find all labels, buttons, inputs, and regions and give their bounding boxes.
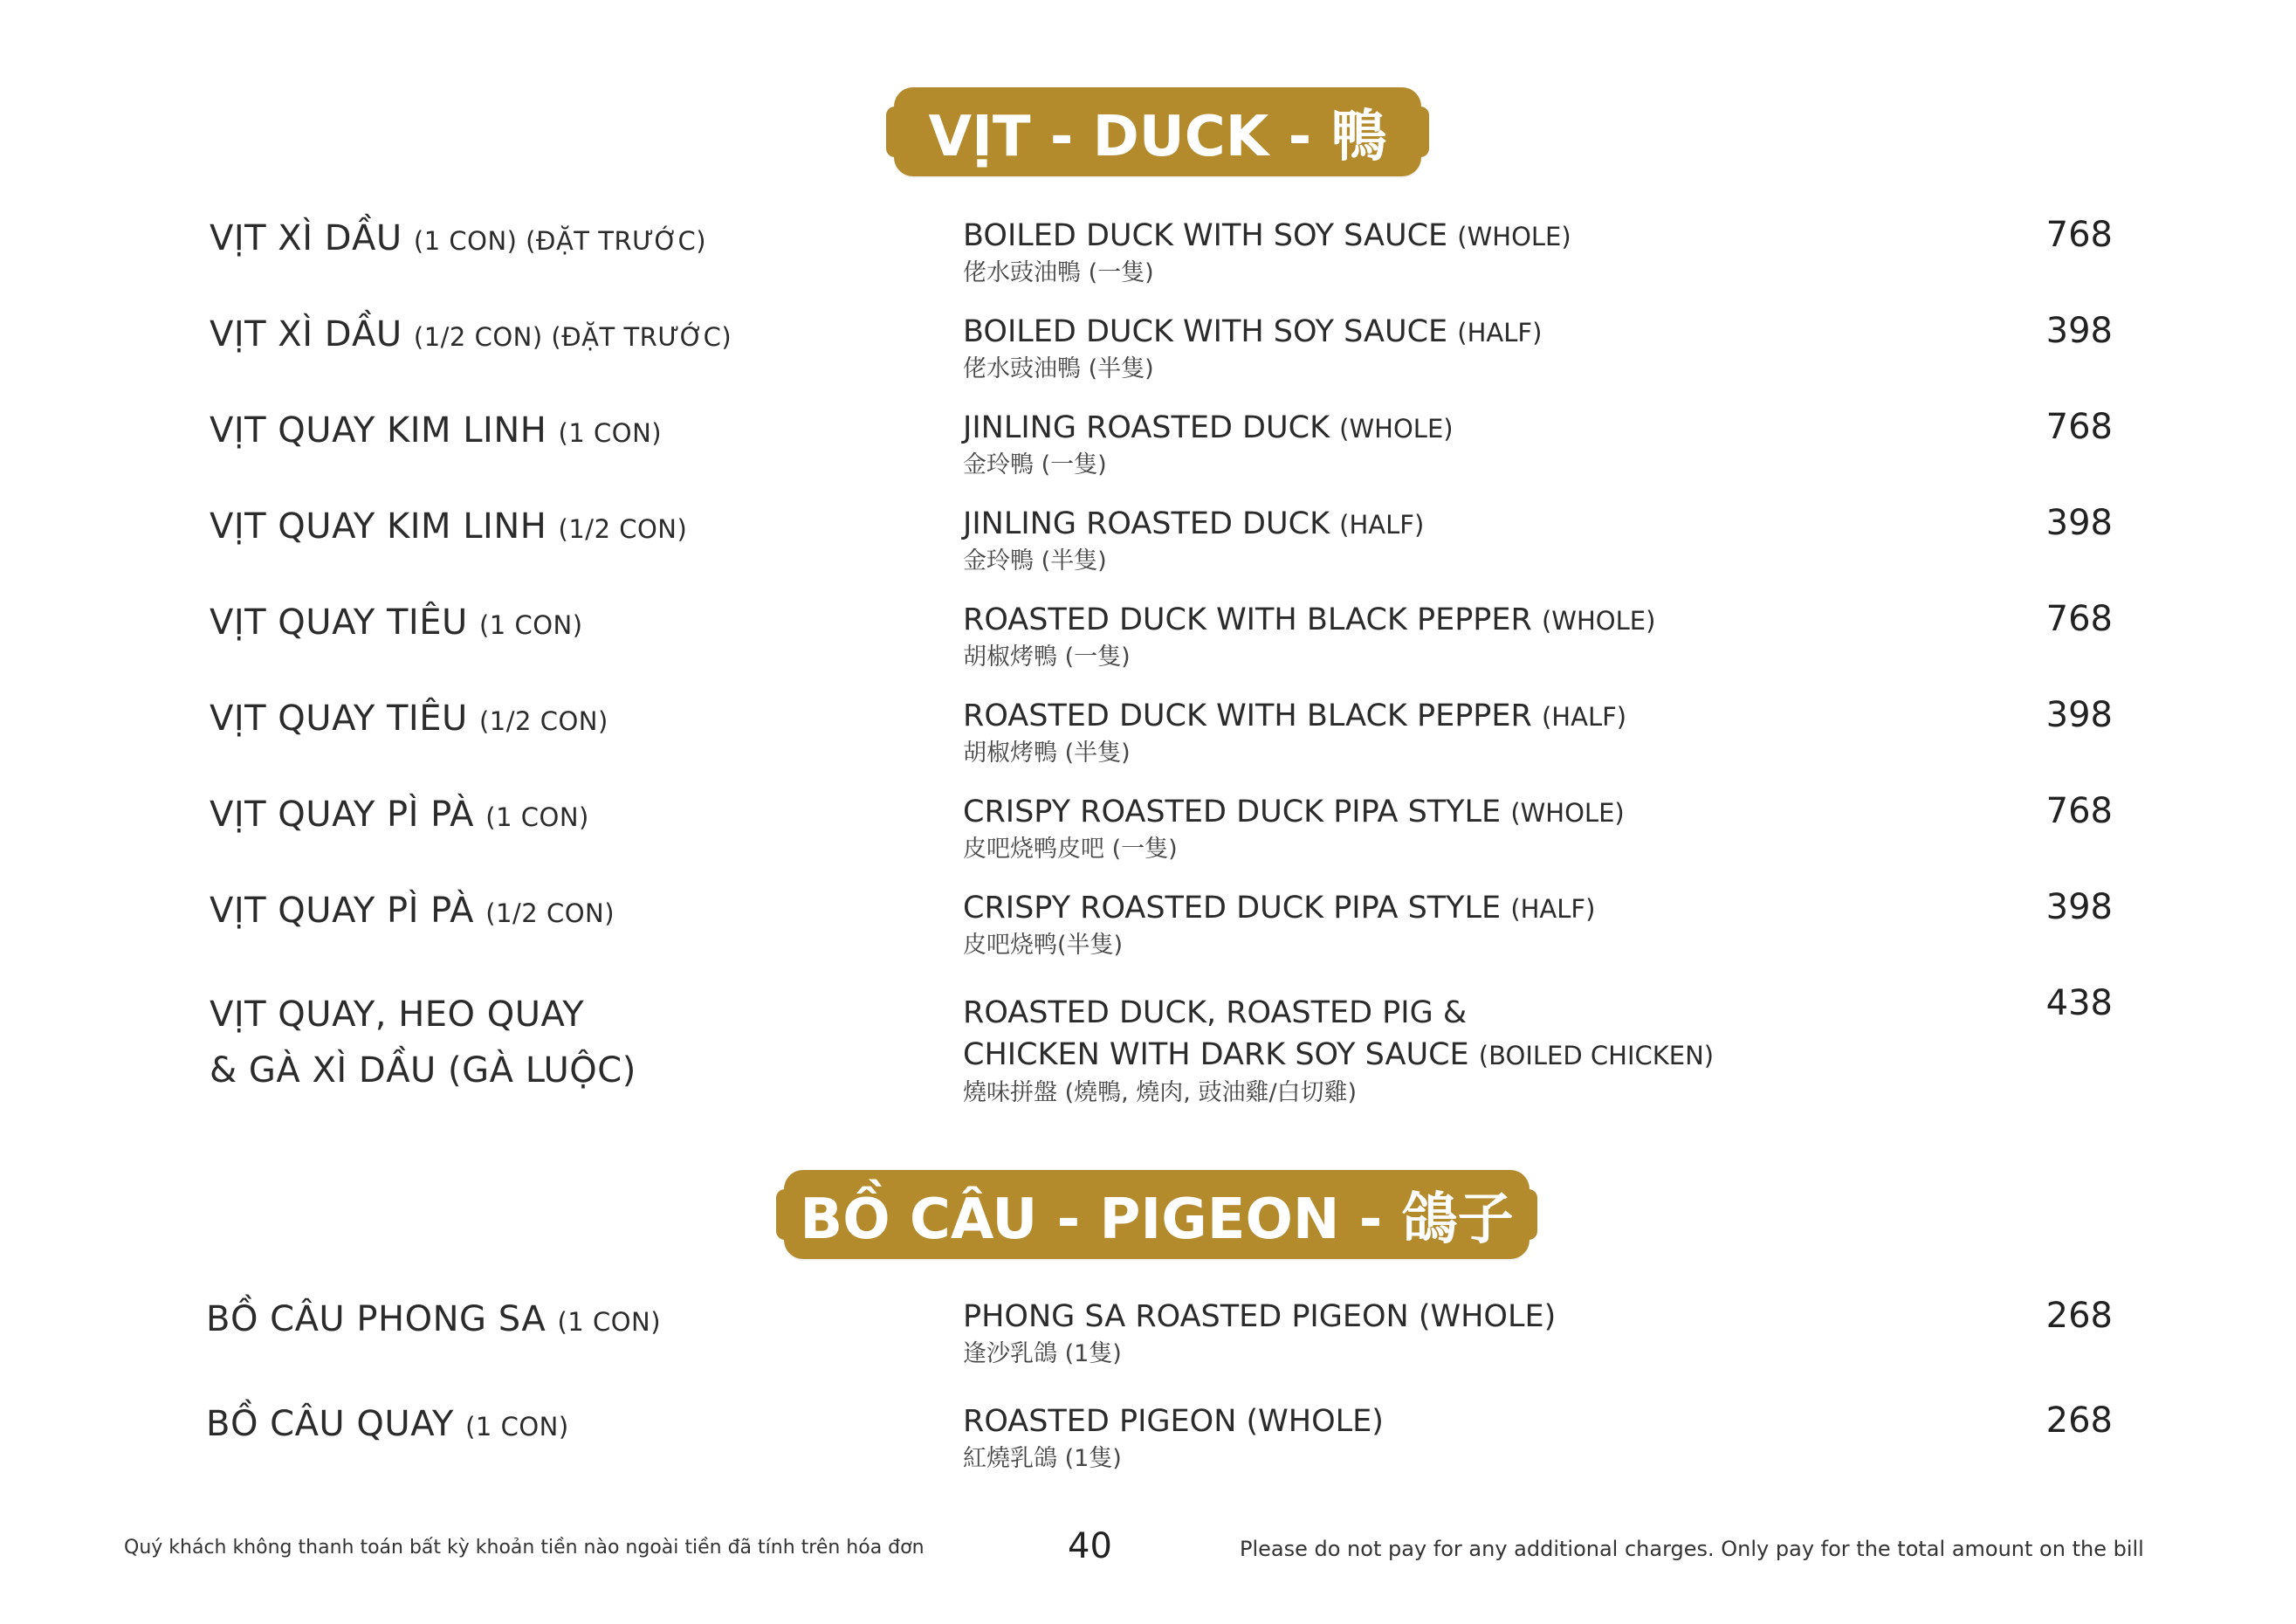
item-zh-name: 逢沙乳鴿 (1隻)	[963, 1340, 1122, 1367]
item-zh-name: 金玲鴨 (一隻)	[963, 451, 1107, 478]
item-zh-name: 胡椒烤鴨 (半隻)	[963, 740, 1131, 767]
item-en-name: BOILED DUCK WITH SOY SAUCE (WHOLE) 佬水豉油鴨 (一隻)	[963, 218, 1571, 290]
item-en-name: BOILED DUCK WITH SOY SAUCE (HALF) 佬水豉油鴨 (半隻)	[963, 314, 1542, 386]
pigeon-section-banner	[784, 1170, 1530, 1259]
item-en-name: ROASTED DUCK WITH BLACK PEPPER (WHOLE) 胡椒烤鴨 (一隻)	[963, 602, 1655, 674]
item-vn-name: BỒ CÂU PHONG SA (1 CON)	[206, 1299, 662, 1339]
pigeon-section-title: BỒ CÂU - PIGEON - 鴿子	[800, 1187, 1514, 1252]
item-zh-name: 佬水豉油鴨 (半隻)	[963, 355, 1154, 382]
item-en-name: JINLING ROASTED DUCK (HALF) 金玲鴨 (半隻)	[963, 506, 1424, 578]
item-vn-name: VỊT QUAY TIÊU (1 CON)	[210, 602, 583, 643]
duck-section-title: VỊT - DUCK - 鴨	[928, 105, 1387, 169]
footer-note-en: Please do not pay for any additional charges. Only pay for the total amount on the bill	[1240, 1537, 2144, 1561]
item-price: 398	[2045, 503, 2113, 543]
item-vn-name: VỊT QUAY PÌ PÀ (1/2 CON)	[210, 891, 615, 931]
item-en-name: ROASTED DUCK WITH BLACK PEPPER (HALF) 胡椒烤鴨 (半隻)	[963, 698, 1626, 770]
item-en-name: CRISPY ROASTED DUCK PIPA STYLE (WHOLE) 皮吧烧鸭皮吧 (一隻)	[963, 795, 1625, 866]
item-vn-name: VỊT QUAY PÌ PÀ (1 CON)	[210, 795, 589, 835]
item-vn-name: VỊT QUAY TIÊU (1/2 CON)	[210, 698, 608, 739]
item-vn-name: VỊT QUAY KIM LINH (1/2 CON)	[210, 506, 688, 547]
item-zh-name: 胡椒烤鴨 (一隻)	[963, 643, 1131, 671]
item-en-name: ROASTED DUCK, ROASTED PIG & CHICKEN WITH DARK SOY SAUCE (BOILED CHICKEN) 燒味拼盤 (燒鴨, 燒肉, 豉油雞/白切雞)	[963, 992, 1836, 1110]
item-price: 768	[2045, 599, 2113, 639]
item-price: 268	[2045, 1296, 2113, 1336]
item-price: 398	[2045, 311, 2113, 351]
item-en-name: ROASTED PIGEON (WHOLE) 紅燒乳鴿 (1隻)	[963, 1404, 1384, 1476]
item-price: 398	[2045, 695, 2113, 735]
item-zh-name: 佬水豉油鴨 (一隻)	[963, 259, 1154, 286]
item-vn-name: VỊT XÌ DẦU (1 CON) (ĐẶT TRƯỚC)	[210, 218, 707, 258]
item-vn-name: VỊT QUAY, HEO QUAY & GÀ XÌ DẦU (GÀ LUỘC)	[210, 994, 636, 1091]
item-vn-name: VỊT XÌ DẦU (1/2 CON) (ĐẶT TRƯỚC)	[210, 314, 732, 354]
item-vn-name: BỒ CÂU QUAY (1 CON)	[206, 1404, 569, 1444]
item-en-name: PHONG SA ROASTED PIGEON (WHOLE) 逢沙乳鴿 (1隻)	[963, 1299, 1556, 1371]
duck-section-banner	[894, 87, 1421, 176]
item-price: 768	[2045, 791, 2113, 831]
footer-note-vn: Quý khách không thanh toán bất kỳ khoản tiền nào ngoài tiền đã tính trên hóa đơn	[124, 1537, 925, 1559]
item-vn-name: VỊT QUAY KIM LINH (1 CON)	[210, 410, 663, 451]
item-zh-name: 金玲鴨 (半隻)	[963, 547, 1107, 575]
item-en-name: JINLING ROASTED DUCK (WHOLE) 金玲鴨 (一隻)	[963, 410, 1454, 482]
item-zh-name: 燒味拼盤 (燒鴨, 燒肉, 豉油雞/白切雞)	[963, 1079, 1358, 1106]
item-zh-name: 皮吧烧鸭皮吧 (一隻)	[963, 836, 1178, 863]
page-number: 40	[1068, 1526, 1112, 1566]
item-price: 398	[2045, 887, 2113, 927]
item-zh-name: 紅燒乳鴿 (1隻)	[963, 1445, 1122, 1472]
item-en-name: CRISPY ROASTED DUCK PIPA STYLE (HALF) 皮吧烧鸭(半隻)	[963, 891, 1595, 962]
item-price: 768	[2045, 215, 2113, 255]
item-price: 268	[2045, 1400, 2113, 1441]
item-zh-name: 皮吧烧鸭(半隻)	[963, 932, 1124, 959]
item-price: 768	[2045, 407, 2113, 447]
item-price: 438	[2045, 983, 2113, 1023]
